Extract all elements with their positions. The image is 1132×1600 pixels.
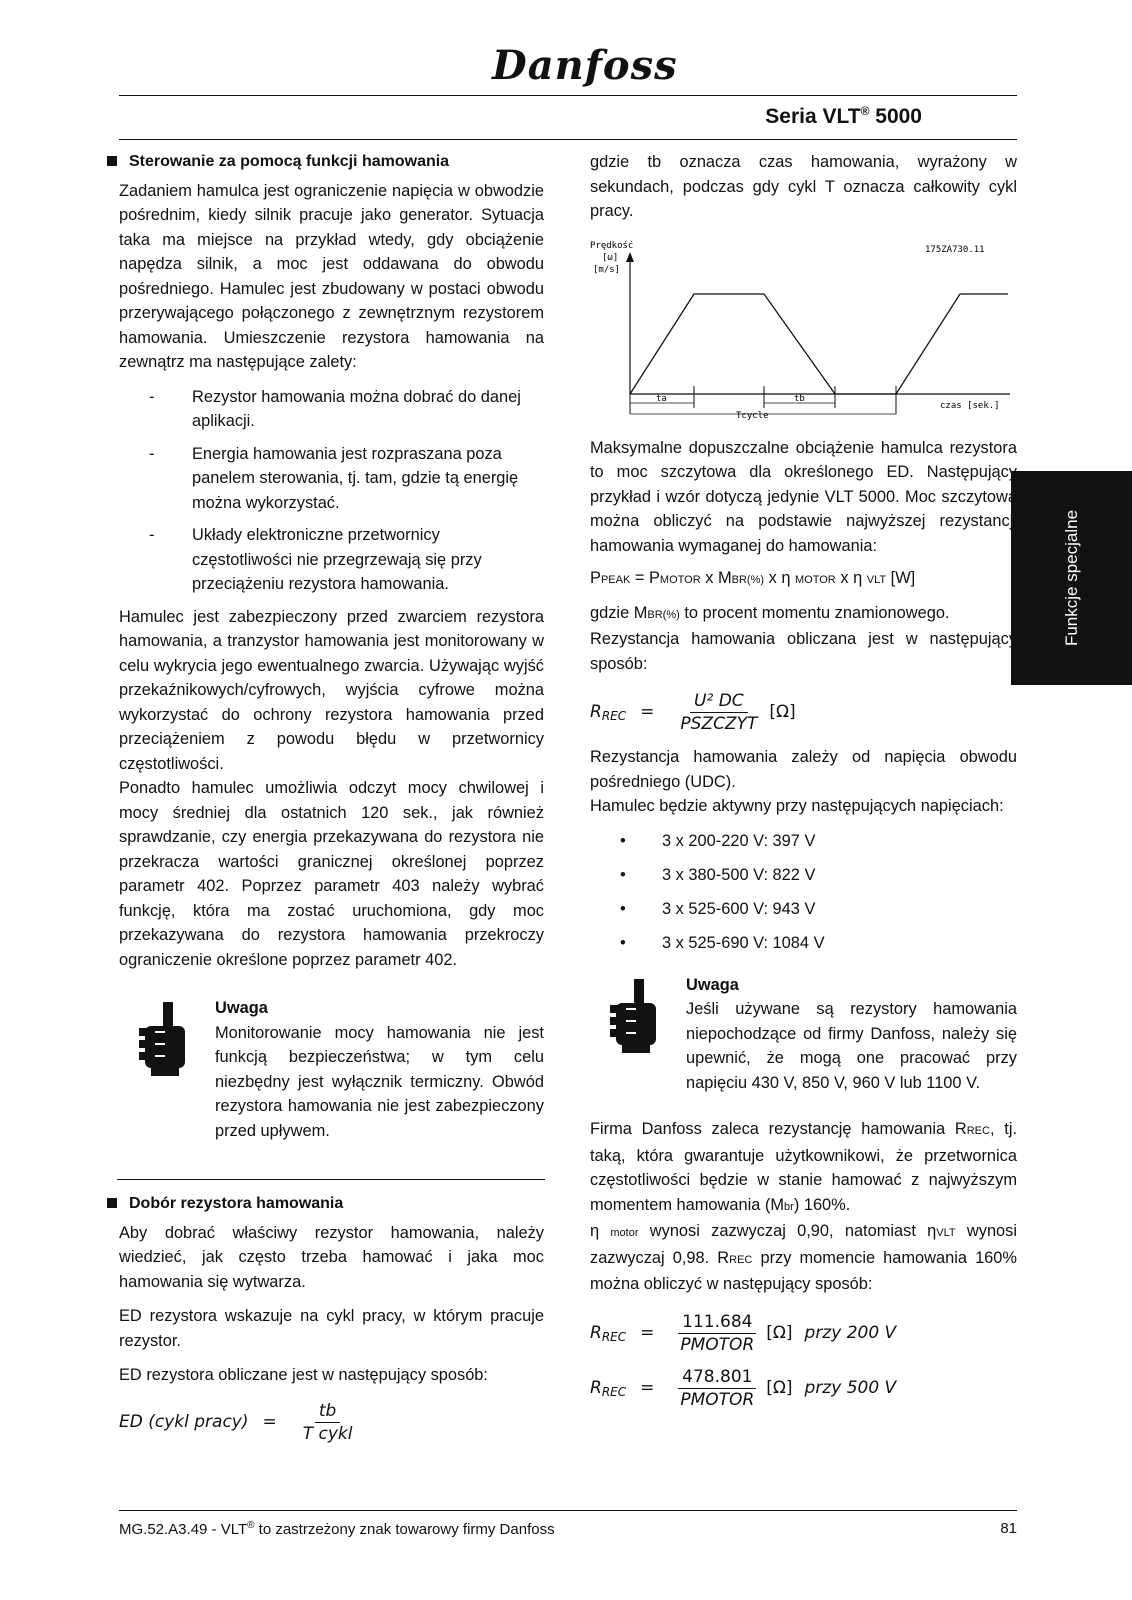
- paragraph: ED rezystora obliczane jest w następujący sposób:: [119, 1366, 488, 1384]
- list-item: - Rezystor hamowania można dobrać do danej aplikacji.: [149, 387, 521, 430]
- ta-label: ta: [656, 393, 667, 404]
- tcycle-label: Tcycle: [736, 410, 769, 421]
- ppeak-formula: PPEAK = PMOTOR x MBR(%) x η MOTOR x η VLT [W]: [590, 569, 916, 587]
- rrec-formula: R REC = $\frac{\text{U² DC}}{\text{PSZCZYT}}$ [Ω]: [590, 691, 796, 734]
- series-title: Seria VLT® 5000: [765, 104, 922, 128]
- figure-code: 175ZA730.11: [925, 244, 985, 255]
- section-heading-resistor: Dobór rezystora hamowania: [107, 1192, 544, 1217]
- section-divider: [117, 1179, 545, 1180]
- note-box: [590, 973, 1017, 1096]
- ed-formula: ED (cykl pracy) = $\frac{tb}{\text{T cykl}}$: [119, 1400, 353, 1444]
- paragraph: Aby dobrać właściwy rezystor hamowania, należy wiedzieć, jak często trzeba hamować i jaka moc hamowania się wytwarza.: [119, 1223, 544, 1291]
- note-text: Jeśli używane są rezystory hamowania niepochodzące od firmy Danfoss, należy się upewnić, że mogą one pracować przy napięciu 430 V, 850 V, 960 V lub 1100 V.: [686, 1000, 1017, 1092]
- paragraph: Hamulec jest zabezpieczony przed zwarciem rezystora hamowania, a tranzystor hamowania jest monitorowany w celu wykrycia jego ewentualnego zwarcia. Używając wyjść przekaźnikowych/cyfrowych, wyjścia cyfrowe można wykorzystać do ochrony rezystora hamowania przed przeciążeniem z powodu błędu w przetwornicy częstotliwości.: [119, 607, 544, 773]
- note-text: Monitorowanie mocy hamowania nie jest funkcją bezpieczeństwa; w tym celu niezbędny jest wyłącznik termiczny. Obwód rezystora hamowania nie jest zabezpieczony przed upływem.: [215, 1023, 544, 1140]
- speed-time-diagram: [590, 238, 1017, 430]
- ylabel-line2: [ω]: [602, 252, 619, 263]
- paragraph: Firma Danfoss zaleca rezystancję hamowania RREC, tj. taką, która gwarantuje użytkownikowi, że przetwornica częstotliwości będzie w stanie hamować z najwyższym momentem hamowania (Mbr) 160%.: [590, 1120, 1018, 1214]
- footer-text: MG.52.A3.49 - VLT® to zastrzeżony znak towarowy firmy Danfoss: [119, 1520, 555, 1538]
- series-rule: [119, 139, 1017, 140]
- paragraph: Rezystancja hamowania zależy od napięcia obwodu pośredniego (UDC).: [590, 748, 1017, 791]
- paragraph: Rezystancja hamowania obliczana jest w następujący sposób:: [590, 630, 1017, 673]
- rrec-formula-200v: R REC = $\frac{111.684}{\text{PMOTOR}}$ [Ω] przy 200 V: [590, 1311, 897, 1355]
- header-rule: [119, 95, 1017, 96]
- paragraph: Ponadto hamulec umożliwia odczyt mocy chwilowej i mocy średniej dla ostatnich 120 sek., jak również sprawdzanie, czy energia przekazywana do rezystora nie przekracza wartości granicznej określonej poprzez parametr 402. Poprzez parametr 403 należy wybrać funkcję, która ma zostać uruchomiona, gdy moc przekazywana do rezystora hamowania przekroczy ograniczenie określone poprzez parametr 402.: [119, 779, 544, 969]
- advantages-list: [119, 385, 544, 597]
- tb-label: tb: [794, 393, 805, 404]
- list-item: • 3 x 380-500 V: 822 V: [620, 865, 816, 884]
- note-box: [119, 996, 544, 1143]
- list-item: - Energia hamowania jest rozpraszana poza panelem sterowania, tj. tam, gdzie tą energię można wykorzystać.: [149, 444, 519, 512]
- paragraph: Zadaniem hamulca jest ograniczenie napięcia w obwodzie pośrednim, kiedy silnik pracuje jako generator. Sytuacja taka ma miejsce na przykład wtedy, gdy obciążenie napędza silnik, a moc jest oddawana do obwodu pośredniego. Hamulec jest zbudowany w postaci obwodu przerywającego połączonego z zewnętrznym rezystorem hamowania. Umieszczenie rezystora hamowania na zewnątrz ma następujące zalety:: [119, 181, 544, 371]
- list-item: • 3 x 200-220 V: 397 V: [620, 831, 816, 850]
- voltage-list: [590, 829, 1017, 965]
- list-item: • 3 x 525-600 V: 943 V: [620, 899, 816, 918]
- paragraph: ED rezystora wskazuje na cykl pracy, w którym pracuje rezystor.: [119, 1307, 544, 1350]
- side-tab: Funkcje specjalne: [1011, 471, 1132, 685]
- danfoss-logo: Danfoss: [492, 42, 678, 89]
- ylabel-line3: [m/s]: [593, 264, 621, 275]
- paragraph: Maksymalne dopuszczalne obciążenie hamulca rezystora to moc szczytowa dla określonego ED. Następujący przykład i wzór dotyczą jedynie VLT 5000. Moc szczytową można obliczyć na podstawie najwyższej rezystancji hamowania wymaganej do hamowania:: [590, 438, 1017, 555]
- paragraph: gdzie tb oznacza czas hamowania, wyrażony w sekundach, podczas gdy cykl T oznacza całkowity cykl pracy.: [590, 153, 1017, 220]
- pointing-hand-icon: [137, 1002, 189, 1076]
- right-column: [590, 150, 1017, 1421]
- pointing-hand-icon: [608, 979, 660, 1053]
- paragraph: gdzie MBR(%) to procent momentu znamionowego.: [590, 603, 950, 622]
- list-item: • 3 x 525-690 V: 1084 V: [620, 933, 825, 952]
- note-title: Uwaga: [215, 999, 268, 1017]
- paragraph: η motor wynosi zazwyczaj 0,90, natomiast ηVLT wynosi zazwyczaj 0,98. RREC przy momencie hamowania 160% można obliczyć w następujący sposób:: [590, 1222, 1018, 1293]
- section-heading-braking: Sterowanie za pomocą funkcji hamowania: [107, 150, 544, 175]
- ylabel-line1: Prędkość: [590, 240, 634, 251]
- list-item: - Układy elektroniczne przetwornicy częstotliwości nie przegrzewają się przy przeciążeniu rezystora hamowania.: [149, 526, 482, 593]
- note-title: Uwaga: [686, 975, 739, 994]
- footer-rule: [119, 1510, 1017, 1511]
- xlabel: czas [sek.]: [940, 400, 1000, 411]
- page-number: 81: [1000, 1520, 1017, 1537]
- rrec-formula-500v: R REC = $\frac{478.801}{\text{PMOTOR}}$ [Ω] przy 500 V: [590, 1366, 897, 1410]
- paragraph: Hamulec będzie aktywny przy następujących napięciach:: [590, 797, 1004, 815]
- left-column: [119, 150, 544, 1455]
